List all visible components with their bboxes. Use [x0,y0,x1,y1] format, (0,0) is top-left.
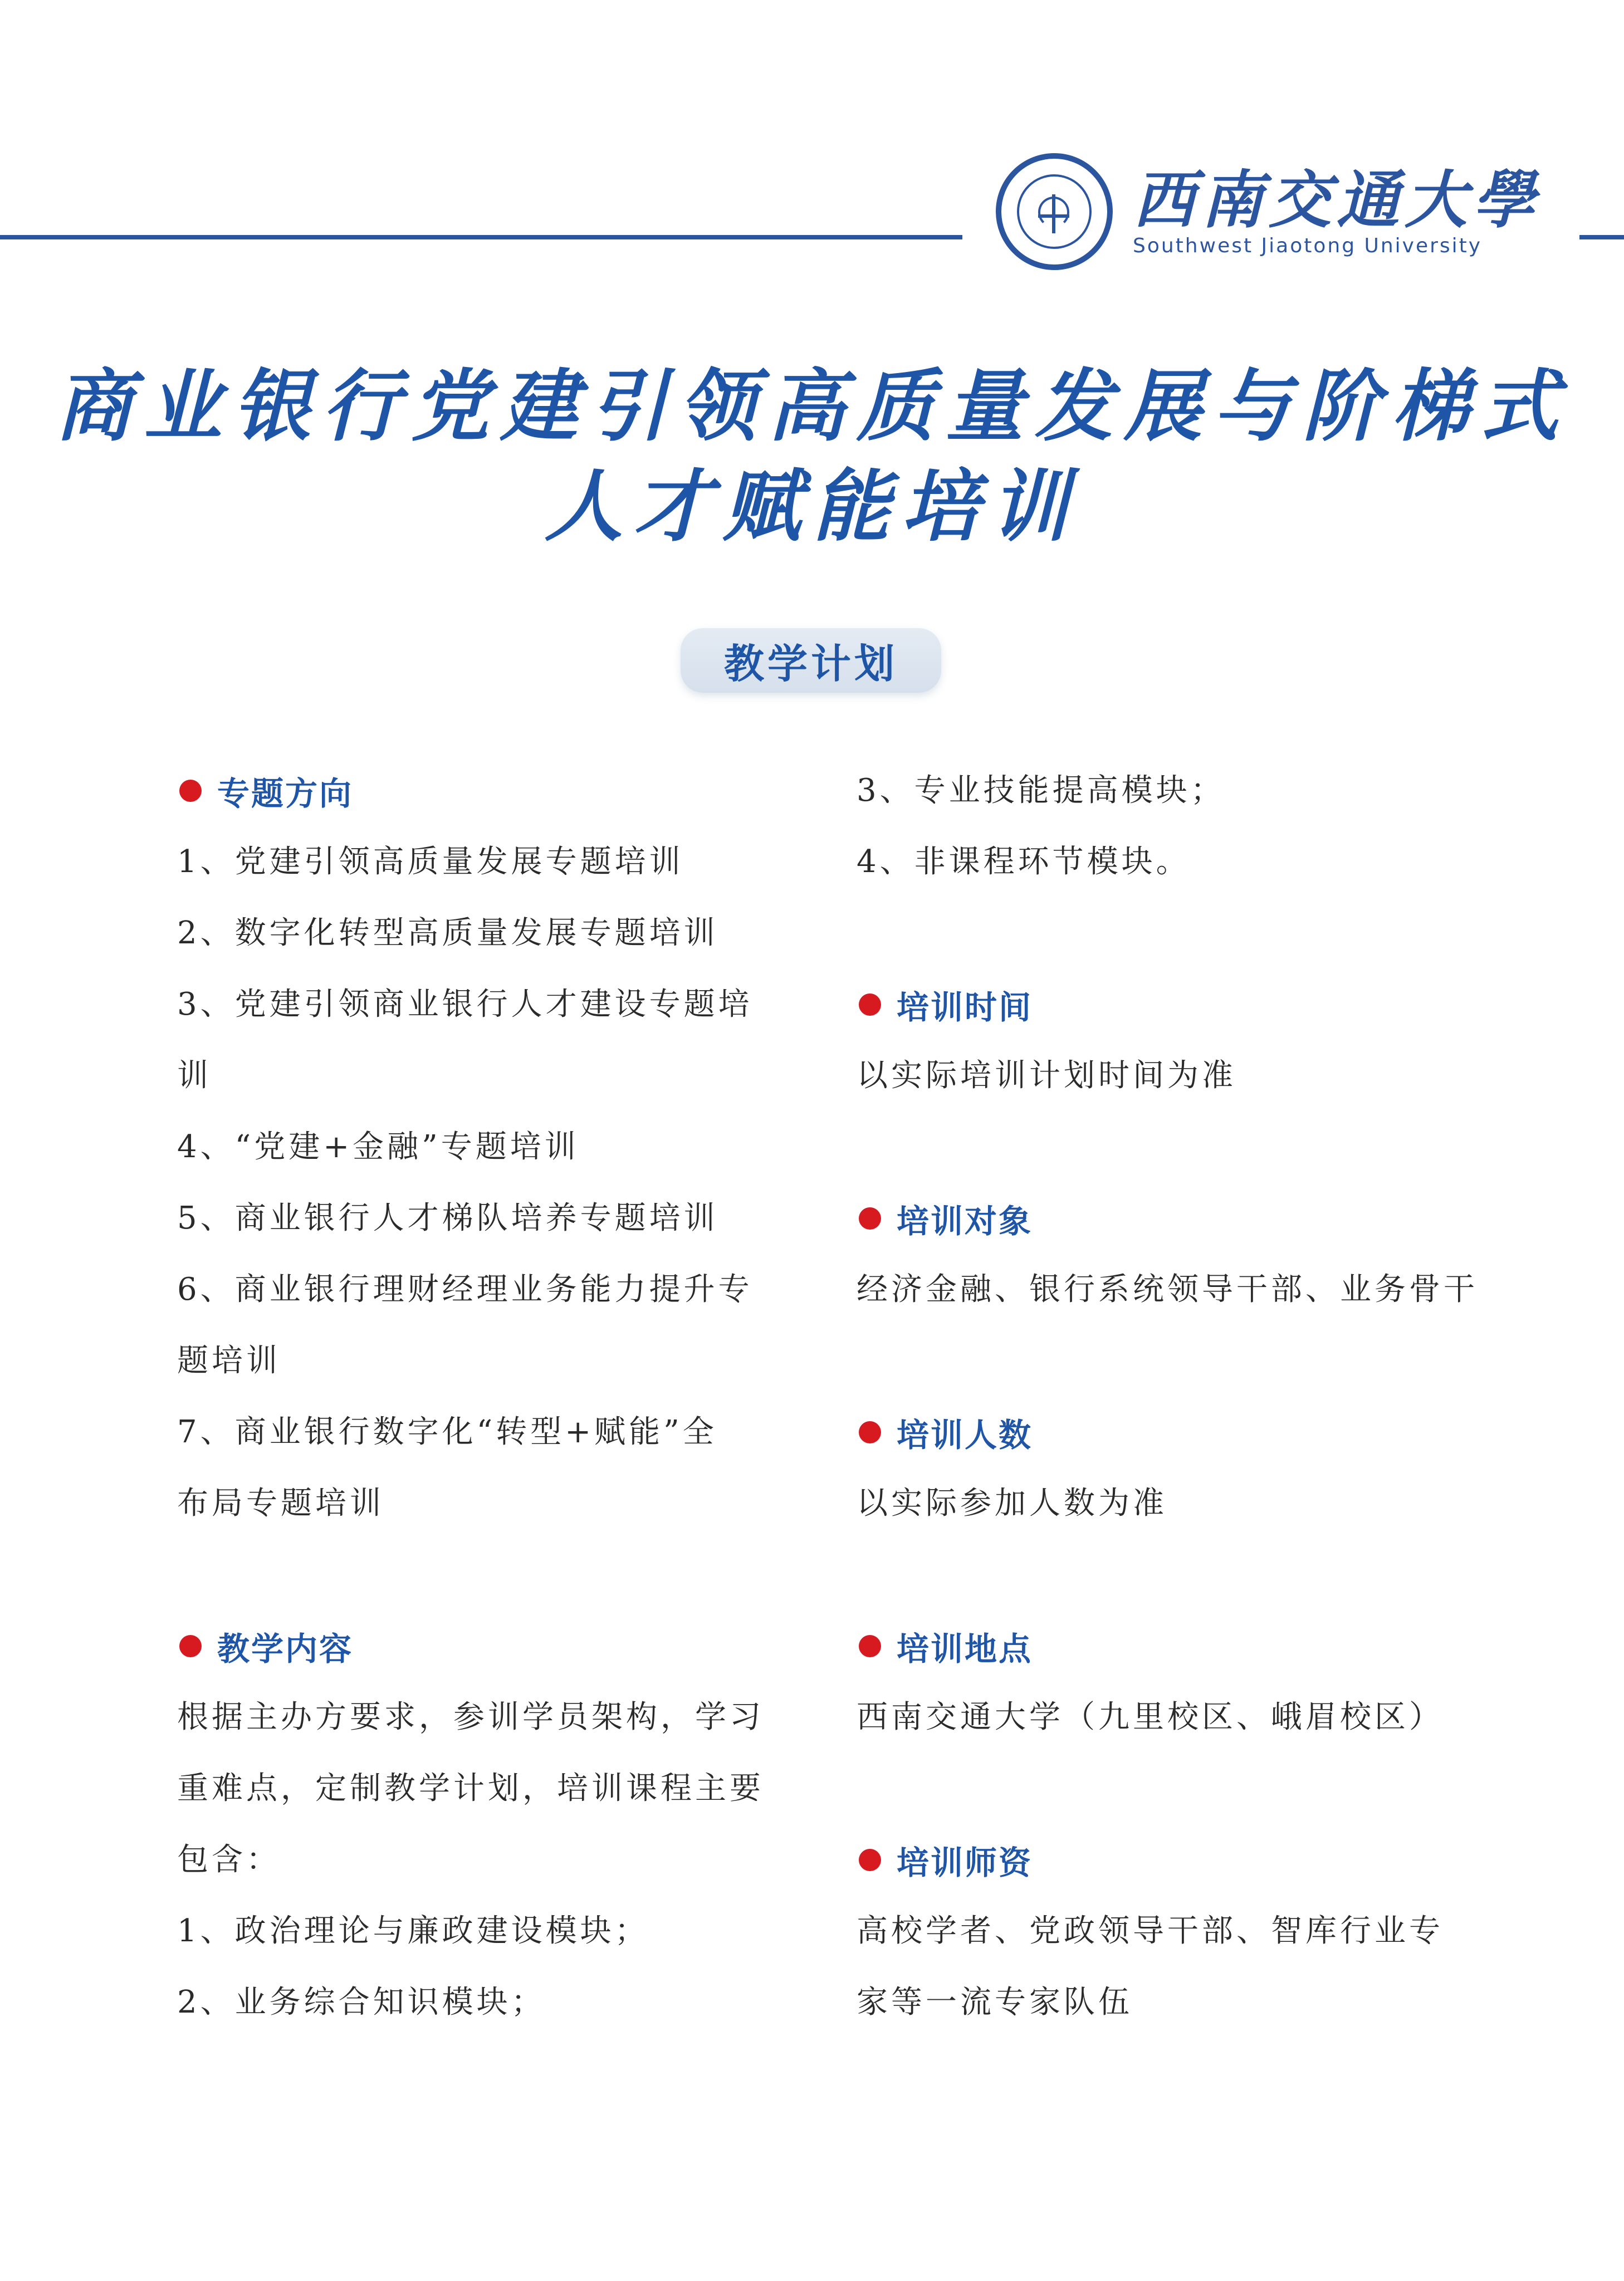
topic-line: 2、数字化转型高质量发展专题培训 [177,915,718,951]
bullet-icon [859,1421,881,1443]
content-line: 重难点，定制教学计划，培训课程主要 [177,1770,764,1807]
time-text: 以实际培训计划时间为准 [857,1058,1236,1094]
teaching-plan-badge: 教学计划 [681,628,941,693]
topic-line: 6、商业银行理财经理业务能力提升专 [177,1271,753,1308]
faculty-line: 家等一流专家队伍 [857,1984,1133,2020]
content-line: 1、政治理论与廉政建设模块； [177,1913,649,1949]
section-heading-label: 培训对象 [897,1202,1033,1240]
content-line: 包含： [177,1842,281,1878]
section-heading-label: 教学内容 [217,1630,354,1668]
bullet-icon [859,1635,881,1657]
university-logo [962,150,1579,273]
topic-line: 题培训 [177,1343,281,1379]
content-line: 根据主办方要求，参训学员架构，学习 [177,1699,764,1735]
section-heading-label: 培训人数 [897,1416,1033,1454]
section-heading-content [179,1618,353,1674]
count-text: 以实际参加人数为准 [857,1485,1167,1521]
section-heading-topics [179,763,353,819]
page-title-line-2: 人才赋能培训 [544,461,1079,552]
page-title-line-1: 商业银行党建引领高质量发展与阶梯式 [54,361,1569,452]
section-heading-label: 专题方向 [217,775,354,812]
section-heading-time [859,977,1033,1032]
university-seal-icon [996,153,1113,270]
topic-line: 5、商业银行人才梯队培养专题培训 [177,1200,718,1236]
section-heading-label: 培训地点 [897,1630,1033,1668]
section-heading-location [859,1618,1033,1674]
bullet-icon [859,1849,881,1871]
bullet-icon [179,780,202,802]
section-heading-label: 培训时间 [897,988,1033,1026]
section-heading-label: 培训师资 [897,1844,1033,1882]
content-line: 4、非课程环节模块。 [857,844,1191,880]
topic-line: 7、商业银行数字化“转型+赋能”全 [177,1414,717,1450]
bullet-icon [859,1207,881,1230]
content-line: 3、专业技能提高模块； [857,772,1225,809]
university-name-en: Southwest Jiaotong University [1133,234,1483,258]
audience-text: 经济金融、银行系统领导干部、业务骨干 [857,1271,1478,1308]
topic-line: 3、党建引领商业银行人才建设专题培 [177,986,753,1022]
topic-line: 布局专题培训 [177,1485,384,1521]
section-heading-count [859,1404,1033,1460]
content-line: 2、业务综合知识模块； [177,1984,546,2020]
topic-line: 1、党建引领高质量发展专题培训 [177,844,684,880]
location-text: 西南交通大学（九里校区、峨眉校区） [857,1699,1444,1735]
section-heading-audience [859,1191,1033,1246]
topic-line: 4、“党建+金融”专题培训 [177,1129,579,1165]
topic-line: 训 [177,1058,212,1094]
faculty-line: 高校学者、党政领导干部、智库行业专 [857,1913,1444,1949]
bullet-icon [859,993,881,1016]
university-name-cn: 西南交通大學 [1133,163,1540,237]
section-heading-faculty [859,1832,1033,1888]
bullet-icon [179,1635,202,1657]
